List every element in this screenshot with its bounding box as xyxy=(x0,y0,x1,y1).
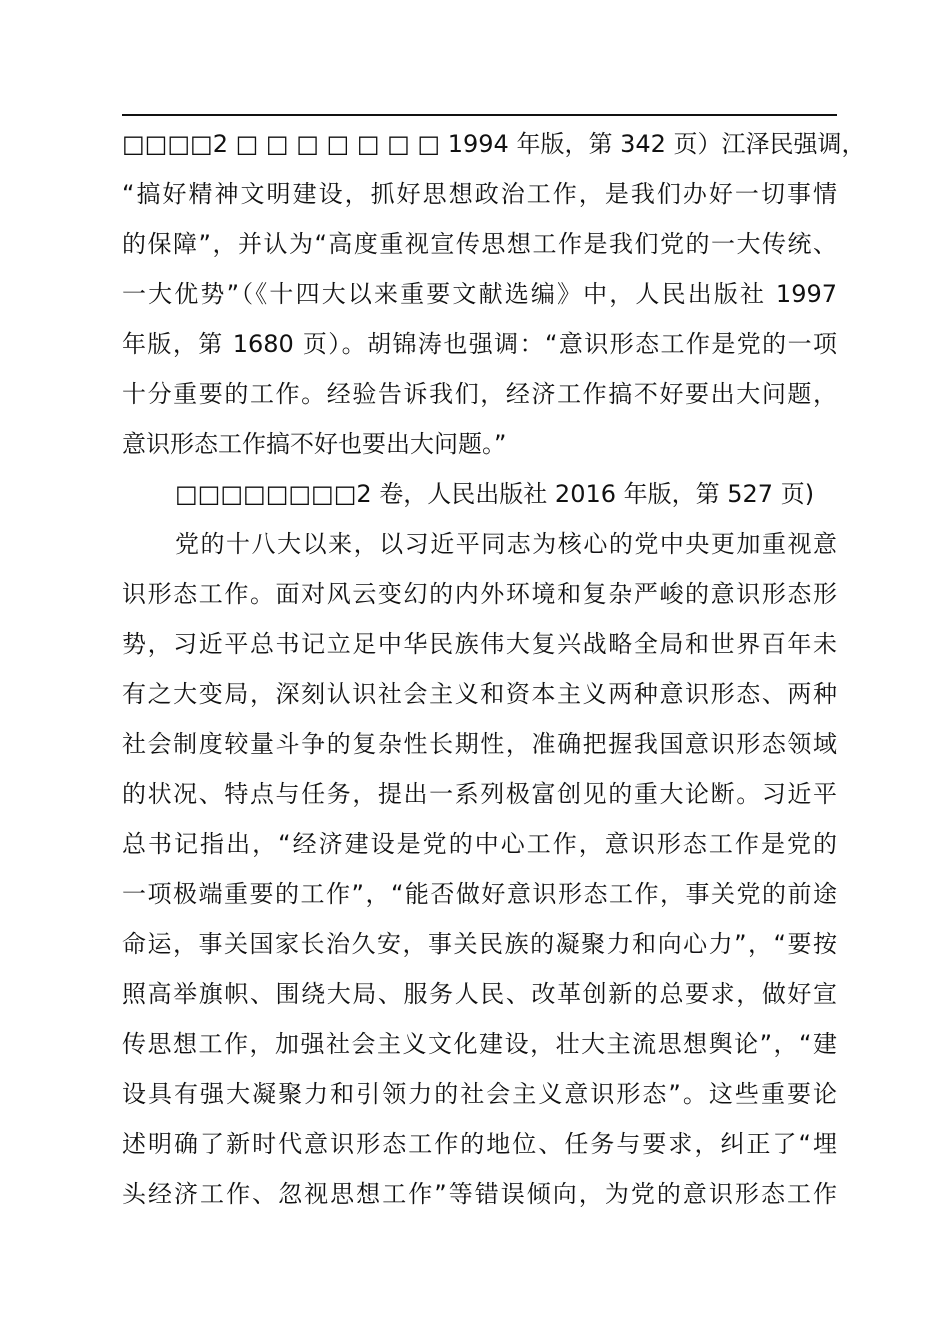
paragraph-line-13: 述明确了新时代意识形态工作的地位、任务与要求，纠正了“埋 xyxy=(122,1130,837,1158)
text-line-6: 十分重要的工作。经验告诉我们，经济工作搞不好要出大问题， xyxy=(122,380,837,408)
paragraph-line-5: 社会制度较量斗争的复杂性长期性，准确把握我国意识形态领域 xyxy=(122,730,837,758)
paragraph-line-10: 照高举旗帜、围绕大局、服务人民、改革创新的总要求，做好宣 xyxy=(122,980,837,1008)
citation-line: □□□□□□□□2 卷，人民出版社 2016 年版，第 527 页) xyxy=(175,480,815,508)
paragraph-line-11: 传思想工作，加强社会主义文化建设，壮大主流思想舆论”，“建 xyxy=(122,1030,837,1058)
footnote-separator-rule xyxy=(122,114,837,116)
text-line-2: “搞好精神文明建设，抓好思想政治工作，是我们办好一切事情 xyxy=(122,180,837,208)
paragraph-line-1: 党的十八大以来，以习近平同志为核心的党中央更加重视意 xyxy=(175,530,837,558)
text-line-1: □□□□2 □ □ □ □ □ □ □ 1994 年版，第 342 页）江泽民强调， xyxy=(122,130,866,158)
text-line-4: 一大优势”（《十四大以来重要文献选编》中，人民出版社 1997 xyxy=(122,280,837,308)
paragraph-line-12: 设具有强大凝聚力和引领力的社会主义意识形态”。这些重要论 xyxy=(122,1080,837,1108)
text-line-7: 意识形态工作搞不好也要出大问题。” xyxy=(122,430,507,458)
text-line-5: 年版，第 1680 页）。胡锦涛也强调：“意识形态工作是党的一项 xyxy=(122,330,837,358)
paragraph-line-2: 识形态工作。面对风云变幻的内外环境和复杂严峻的意识形态形 xyxy=(122,580,837,608)
paragraph-line-8: 一项极端重要的工作”，“能否做好意识形态工作，事关党的前途 xyxy=(122,880,837,908)
paragraph-line-6: 的状况、特点与任务，提出一系列极富创见的重大论断。习近平 xyxy=(122,780,837,808)
text-line-3: 的保障”，并认为“高度重视宣传思想工作是我们党的一大传统、 xyxy=(122,230,837,258)
paragraph-line-4: 有之大变局，深刻认识社会主义和资本主义两种意识形态、两种 xyxy=(122,680,837,708)
paragraph-line-14: 头经济工作、忽视思想工作”等错误倾向，为党的意识形态工作 xyxy=(122,1180,837,1208)
paragraph-line-9: 命运，事关国家长治久安，事关民族的凝聚力和向心力”，“要按 xyxy=(122,930,837,958)
paragraph-line-3: 势，习近平总书记立足中华民族伟大复兴战略全局和世界百年未 xyxy=(122,630,837,658)
paragraph-line-7: 总书记指出，“经济建设是党的中心工作，意识形态工作是党的 xyxy=(122,830,837,858)
